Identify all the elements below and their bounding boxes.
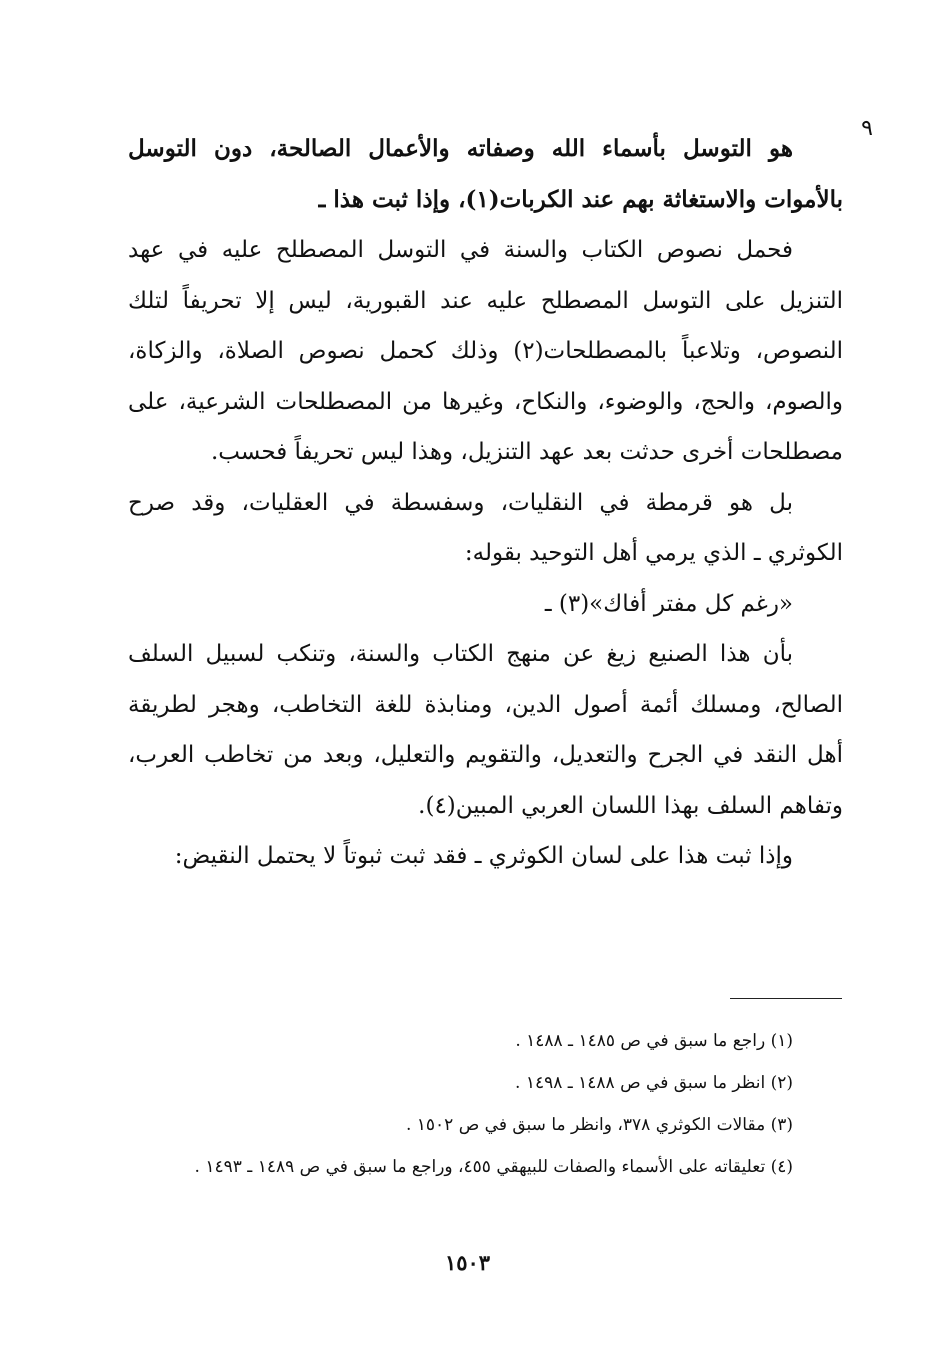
body-text xyxy=(128,124,843,882)
footnote-1: (١) راجع ما سبق في ص ١٤٨٥ ـ ١٤٨٨ . xyxy=(515,1031,793,1051)
paragraph-4: «رغم كل مفتر أفاك»(٣) ـ xyxy=(544,590,793,617)
corner-mark: ٩ xyxy=(861,116,873,141)
paragraph-5: بأن هذا الصنيع زيغ عن منهج الكتاب والسنة، وتنكب لسبيل السلف الصالح، ومسلك أئمة أصول الدين، ومنابذة للغة التخاطب، وهجر لطريقة أهل النقد في الجرح والتعديل، والتقويم والتعليل، وبعد من تخاطب العرب، وتفاهم السلف بهذا اللسان العربي المبين(٤). xyxy=(128,641,843,819)
paragraph-2: فحمل نصوص الكتاب والسنة في التوسل المصطلح عليه في عهد التنزيل على التوسل المصطلح عليه عند القبورية، ليس إلا تحريفاً لتلك النصوص، وتلاعباً بالمصطلحات(٢) وذلك كحمل نصوص الصلاة، والزكاة، والصوم، والحج، والوضوء، والنكاح، وغيرها من المصطلحات الشرعية، على مصطلحات أخرى حدثت بعد عهد التنزيل، وهذا ليس تحريفاً فحسب. xyxy=(128,237,844,465)
page-number: ١٥٠٣ xyxy=(444,1250,491,1275)
paragraph-1: هو التوسل بأسماء الله وصفاته والأعمال الصالحة، دون التوسل بالأموات والاستغاثة بهم عند الكربات(١)، وإذا ثبت هذا ـ xyxy=(128,135,843,213)
paragraph-3: بل هو قرمطة في النقليات، وسفسطة في العقليات، وقد صرح الكوثري ـ الذي يرمي أهل التوحيد بقوله: xyxy=(128,489,843,566)
footnote-2: (٢) انظر ما سبق في ص ١٤٨٨ ـ ١٤٩٨ . xyxy=(515,1073,793,1093)
footnote-3: (٣) مقالات الكوثري ٣٧٨، وانظر ما سبق في ص ١٥٠٢ . xyxy=(405,1115,793,1135)
paragraph-6: وإذا ثبت هذا على لسان الكوثري ـ فقد ثبت ثبوتاً لا يحتمل النقيض: xyxy=(174,843,793,869)
footnote-divider xyxy=(730,998,842,999)
footnote-4: (٤) تعليقاته على الأسماء والصفات للبيهقي ٤٥٥، وراجع ما سبق في ص ١٤٨٩ ـ ١٤٩٣ . xyxy=(194,1157,793,1177)
footnotes xyxy=(128,1020,843,1188)
